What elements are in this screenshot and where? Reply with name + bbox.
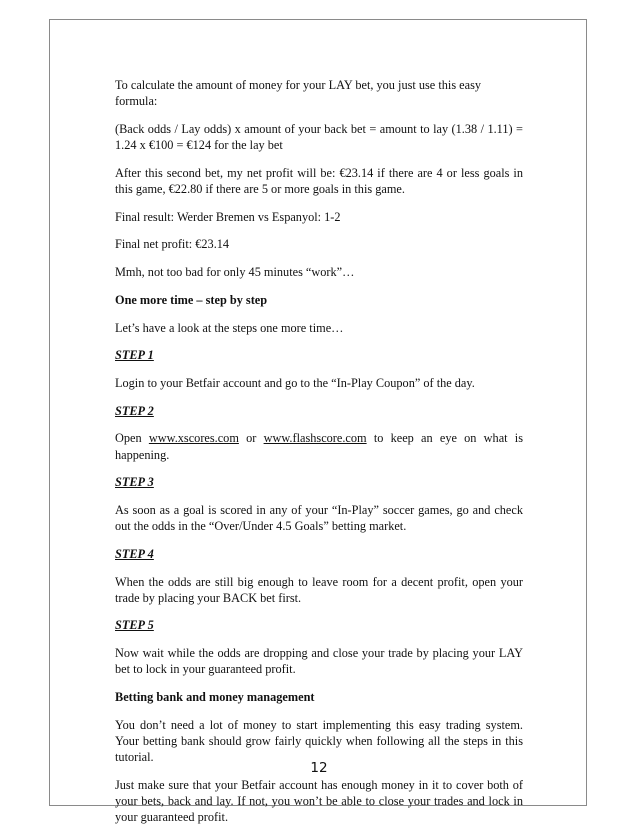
step-2-text [115,430,523,462]
step-2-title: STEP 2 [115,403,154,418]
profit-after-paragraph: After this second bet, my net profit will be: €23.14 if there are 4 or less goals in this game, €22.80 if there are 5 or more goals in this game. [115,165,523,197]
section-heading-bank: Betting bank and money management [115,690,315,705]
step-5-text: Now wait while the odds are dropping and close your trade by placing your LAY bet to lock in your guaranteed profit. [115,646,523,677]
step-1-text: Login to your Betfair account and go to the “In-Play Coupon” of the day. [115,375,475,390]
final-result-paragraph: Final result: Werder Bremen vs Espanyol: 1-2 [115,209,341,224]
page-number: 12 [310,760,328,776]
formula-intro-paragraph: To calculate the amount of money for your LAY bet, you just use this easy formula: [115,78,482,109]
step-3-text: As soon as a goal is scored in any of your “In-Play” soccer games, go and check out the odds in the “Over/Under 4.5 Goals” betting market. [115,502,523,534]
step-4-text: When the odds are still big enough to leave room for a decent profit, open your trade by placing your BACK bet first. [115,574,523,605]
bank-paragraph: You don’t need a lot of money to start implementing this easy trading system. Your betting bank should grow fairly quickly when following all the steps in this tutorial. [115,717,523,765]
step-5-title: STEP 5 [115,618,154,633]
step-4-title: STEP 4 [115,546,154,561]
formula-paragraph: (Back odds / Lay odds) x amount of your back bet = amount to lay (1.38 / 1.11) = 1.24 x €100 = €124 for the lay bet [115,121,523,153]
page-body [115,77,523,837]
section-heading-steps: One more time – step by step [115,292,268,307]
step-2-open-text: Open [115,431,149,446]
account-paragraph: Just make sure that your Betfair account has enough money in it to cover both of your bets, back and lay. If not, you won’t be able to close your trades and lock in your guaranteed profit. [115,777,523,825]
xscores-link[interactable]: www.xscores.com [148,431,239,446]
step-1-title: STEP 1 [115,348,154,363]
step-2-rest-text: to keep an eye on what is happening. [115,431,523,462]
flashscore-link[interactable]: www.flashscore.com [263,431,367,446]
step-3-title: STEP 3 [115,475,154,490]
step-2-or-text: or [238,431,264,446]
mmh-paragraph: Mmh, not too bad for only 45 minutes “work”… [115,265,355,280]
final-profit-paragraph: Final net profit: €23.14 [115,237,230,252]
steps-intro-paragraph: Let’s have a look at the steps one more time… [115,320,344,335]
